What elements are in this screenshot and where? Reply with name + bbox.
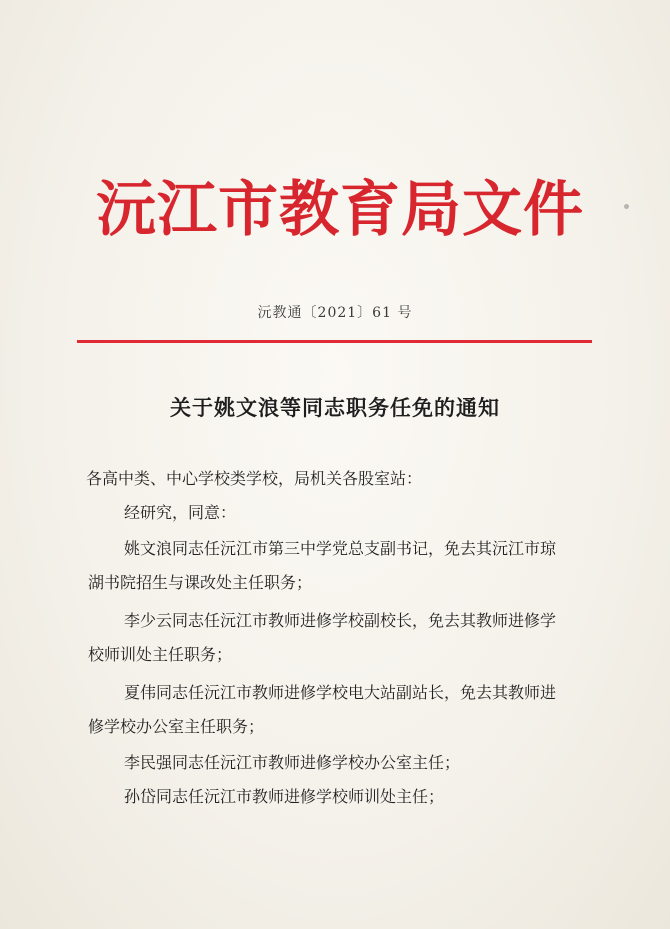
body-line: 校师训处主任职务； bbox=[88, 645, 233, 664]
paper-speck bbox=[624, 204, 629, 209]
body-line: 夏伟同志任沅江市教师进修学校电大站副站长，免去其教师进 bbox=[124, 683, 557, 702]
issuer-header-title: 沅江市教育局文件 bbox=[96, 175, 584, 245]
red-separator-line bbox=[77, 340, 592, 343]
notice-title: 关于姚文浪等同志职务任免的通知 bbox=[170, 395, 500, 420]
body-line: 孙岱同志任沅江市教师进修学校师训处主任； bbox=[124, 787, 445, 806]
notice-body bbox=[88, 464, 598, 812]
body-line: 姚文浪同志任沅江市第三中学党总支副书记，免去其沅江市琼 bbox=[124, 539, 557, 558]
addressee-line: 各高中类、中心学校类学校，局机关各股室站： bbox=[86, 469, 423, 488]
document-number: 沅教通〔2021〕61 号 bbox=[257, 305, 413, 321]
body-line: 修学校办公室主任职务； bbox=[88, 717, 265, 736]
body-line: 经研究，同意： bbox=[124, 503, 237, 522]
body-line: 李少云同志任沅江市教师进修学校副校长，免去其教师进修学 bbox=[124, 611, 557, 630]
body-line: 李民强同志任沅江市教师进修学校办公室主任； bbox=[124, 753, 461, 772]
body-line: 湖书院招生与课改处主任职务； bbox=[88, 573, 313, 592]
